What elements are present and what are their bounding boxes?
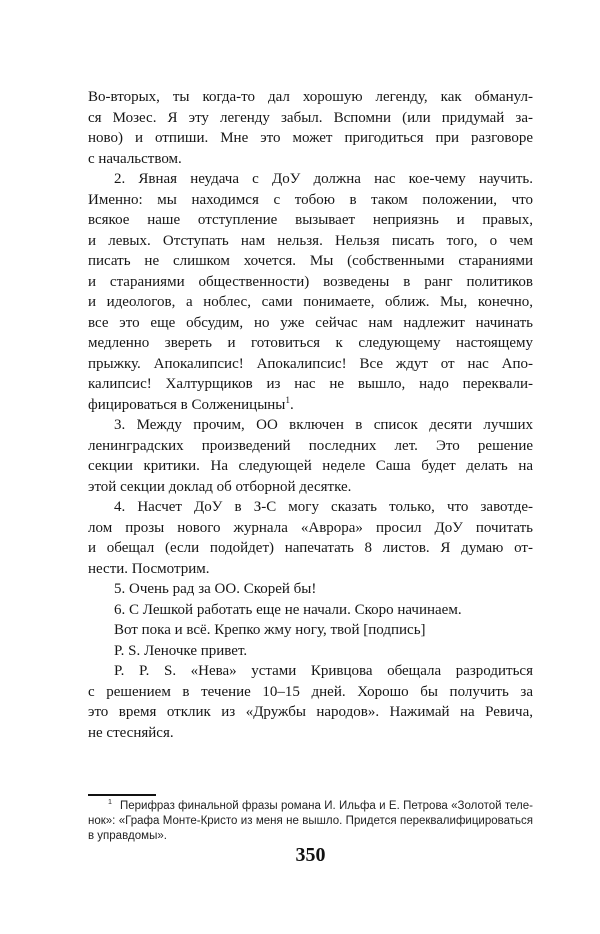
text-line: этой секции доклад об отборной десятке. (88, 478, 352, 495)
text-line: не стесняйся. (88, 724, 174, 741)
text-line: и стараниями общественности) возведены в ранг политиков (88, 273, 533, 290)
text-line: Именно: мы находимся с тобою в таком положении, что (88, 191, 533, 208)
letter-text-block (88, 87, 533, 743)
text-line: калипсис! Халтурщиков из нас не вышло, надо переквали- (88, 376, 533, 392)
footnote-line: в управдомы». (88, 830, 167, 842)
text-line: с начальством. (88, 150, 182, 167)
text-line: P. S. Леночке привет. (114, 642, 248, 659)
text-line: фицироваться в Солженицыны$^1$. (88, 395, 294, 413)
text-line: и идеологов, а ноблес, сами понимаете, оближ. Мы, конечно, (88, 294, 533, 310)
text-line: 5. Очень рад за ОО. Скорей бы! (114, 581, 317, 597)
text-line: лом прозы нового журнала «Аврора» просил ДоУ почитать (88, 519, 533, 536)
text-line: 4. Насчет ДоУ в З-С могу сказать только, что завотде- (114, 499, 533, 515)
text-line: Во-вторых, ты когда-то дал хорошую легенду, как обманул- (88, 89, 533, 105)
text-line: 2. Явная неудача с ДоУ должна нас кое-чему научить. (114, 171, 533, 187)
text-line: нести. Посмотрим. (88, 560, 210, 577)
text-line: ново) и отпиши. Мне это может пригодиться при разговоре (88, 130, 533, 146)
text-line: 6. С Лешкой работать еще не начали. Скоро начинаем. (114, 601, 462, 618)
text-line: ленинградских произведений последних лет. Это решение (88, 437, 533, 454)
text-line: это время отклик из «Дружбы народов». Нажимай на Ревича, (88, 704, 533, 720)
footnote-marker: 1 (108, 798, 112, 807)
text-line: и левых. Отступать нам нельзя. Нельзя писать того, о чем (88, 232, 533, 249)
text-line: секции критики. На следующей неделе Саша будет делать на (88, 458, 533, 474)
text-line: P. P. S. «Нева» устами Кривцова обещала разродиться (114, 663, 533, 679)
text-line: 3. Между прочим, ОО включен в список десяти лучших (114, 417, 533, 433)
text-line: писать не слишком хочется. Мы (собственными стараниями (88, 253, 533, 269)
text-line: с решением в течение 10–15 дней. Хорошо бы получить за (88, 683, 533, 700)
text-line: все это еще обсудим, но уже сейчас нам надлежит начинать (88, 314, 533, 331)
text-line: всякое наше отступление вызывает неприязнь и правых, (88, 212, 533, 228)
text-line: ся Мозес. Я эту легенду забыл. Вспомни (или придумай за- (88, 109, 533, 126)
text-line: медленно звереть и готовиться к следующему настоящему (88, 335, 533, 351)
footnote-line: нок»: «Графа Монте-Кристо из меня не вышло. Придется переквалифицироваться (88, 815, 533, 827)
footnote (88, 799, 533, 844)
text-line: Вот пока и всё. Крепко жму ногу, твой [подпись] (114, 622, 426, 638)
footnote-line: $^1$ Перифраз финальной фразы романа И. Ильфа и Е. Петрова «Золотой теле- (108, 798, 533, 812)
text-line: прыжку. Апокалипсис! Апокалипсис! Все ждут от нас Апо- (88, 355, 533, 372)
page-number: 350 (295, 844, 326, 866)
footnote-reference: 1 (285, 395, 291, 406)
text-line: и обещал (если подойдет) напечатать 8 листов. Я думаю от- (88, 540, 533, 556)
footnote-separator (88, 794, 156, 796)
